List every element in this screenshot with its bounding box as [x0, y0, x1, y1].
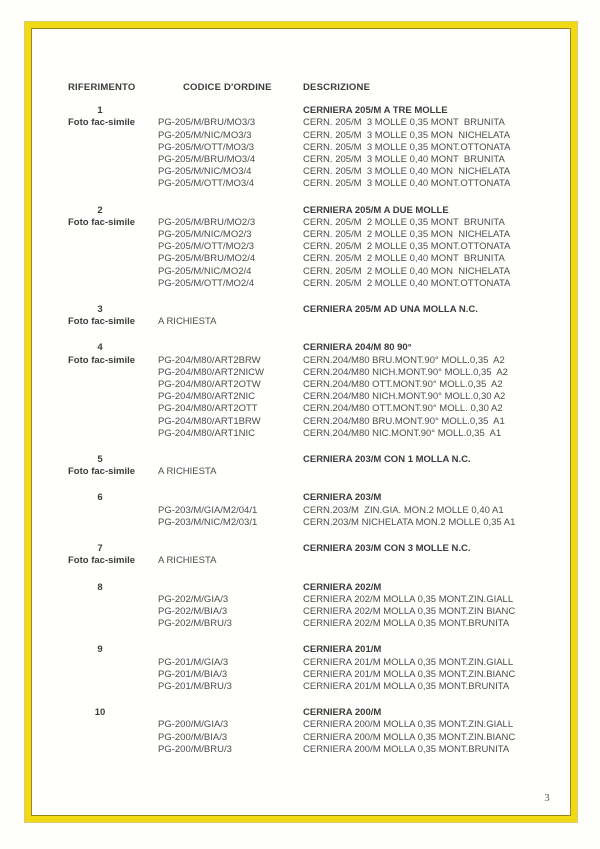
product-row — [68, 719, 553, 731]
product-row — [68, 681, 553, 693]
section-ref-number: 1 — [97, 105, 103, 117]
spacer — [158, 582, 303, 594]
description: CERN. 205/M 3 MOLLE 0,35 MONT.OTTONATA — [303, 141, 511, 153]
section-title-row — [68, 342, 553, 354]
order-code: PG-204/M80/ART2OTW — [158, 379, 261, 391]
product-row — [68, 229, 553, 241]
description — [303, 555, 553, 567]
order-code: PG-205/M/NIC/MO3/4 — [158, 166, 252, 178]
order-code: PG-204/M80/ART2NIC — [158, 391, 255, 403]
section-title-row — [68, 304, 553, 316]
product-row — [68, 428, 553, 440]
spacer — [68, 367, 158, 379]
section-title: CERNIERA 201/M — [303, 644, 382, 656]
description: CERN.204/M80 NIC.MONT.90° MOLL.0,35 A1 — [303, 427, 502, 439]
section-title-row — [68, 582, 553, 594]
spacer — [68, 278, 158, 290]
description: CERN.204/M80 NICH.MONT.90° MOLL.0,30 A2 — [303, 391, 506, 403]
table-header-row — [68, 82, 553, 94]
spacer — [68, 403, 158, 415]
description — [303, 466, 553, 478]
product-row — [68, 391, 553, 403]
description: CERN. 205/M 2 MOLLE 0,35 MONT BRUNITA — [303, 216, 505, 228]
description: CERN.204/M80 OTT.MONT.90° MOLL. 0,30 A2 — [303, 403, 503, 415]
product-row — [68, 253, 553, 265]
product-row — [68, 669, 553, 681]
section-ref-number: 9 — [97, 644, 103, 656]
description: CERN. 205/M 3 MOLLE 0,35 MON NICHELATA — [303, 129, 511, 141]
order-code: PG-202/M/BIA/3 — [158, 605, 228, 617]
product-row — [68, 117, 553, 129]
spacer — [68, 154, 158, 166]
order-code: A RICHIESTA — [158, 466, 217, 478]
spacer — [68, 391, 158, 403]
section-title-row — [68, 454, 553, 466]
foto-fac-simile-label: Foto fac-simile — [68, 117, 136, 129]
catalog-table — [68, 82, 553, 770]
order-code: PG-203/M/GIA/M2/04/1 — [158, 504, 258, 516]
spacer — [68, 428, 158, 440]
section-title: CERNIERA 202/M — [303, 581, 382, 593]
order-code: A RICHIESTA — [158, 316, 217, 328]
order-code: PG-204/M80/ART1NIC — [158, 427, 255, 439]
product-row — [68, 217, 553, 229]
catalog-section — [68, 644, 553, 693]
order-code: PG-205/M/BRU/MO3/3 — [158, 117, 256, 129]
product-row — [68, 379, 553, 391]
description: CERN.203/M NICHELATA MON.2 MOLLE 0,35 A1 — [303, 516, 516, 528]
sections-container — [68, 105, 553, 756]
spacer — [158, 304, 303, 316]
section-title-row — [68, 644, 553, 656]
product-row — [68, 594, 553, 606]
spacer — [158, 205, 303, 217]
description: CERN.204/M80 NICH.MONT.90° MOLL.0,35 A2 — [303, 366, 508, 378]
section-title: CERNIERA 200/M — [303, 707, 382, 719]
spacer — [68, 606, 158, 618]
product-row — [68, 517, 553, 529]
description: CERNIERA 200/M MOLLA 0,35 MONT.ZIN.BIANC — [303, 731, 516, 743]
spacer — [68, 166, 158, 178]
description: CERN. 205/M 3 MOLLE 0,40 MON NICHELATA — [303, 166, 511, 178]
order-code: PG-202/M/GIA/3 — [158, 593, 229, 605]
catalog-section — [68, 105, 553, 190]
catalog-section — [68, 342, 553, 440]
spacer — [68, 178, 158, 190]
spacer — [68, 517, 158, 529]
spacer — [68, 142, 158, 154]
order-code: PG-205/M/OTT/MO3/4 — [158, 178, 255, 190]
order-code: PG-204/M80/ART2NICW — [158, 366, 264, 378]
product-row — [68, 618, 553, 630]
product-row — [68, 732, 553, 744]
product-row — [68, 403, 553, 415]
spacer — [68, 669, 158, 681]
description: CERN. 205/M 2 MOLLE 0,40 MONT BRUNITA — [303, 253, 505, 265]
product-row — [68, 166, 553, 178]
product-row — [68, 744, 553, 756]
spacer — [68, 130, 158, 142]
spacer — [68, 681, 158, 693]
order-code: PG-205/M/OTT/MO3/3 — [158, 141, 255, 153]
section-ref-number: 10 — [94, 707, 106, 719]
section-title-row — [68, 105, 553, 117]
order-code: PG-205/M/OTT/MO2/4 — [158, 277, 255, 289]
product-row — [68, 130, 553, 142]
section-title-row — [68, 707, 553, 719]
spacer — [158, 454, 303, 466]
catalog-section — [68, 707, 553, 756]
spacer — [68, 266, 158, 278]
spacer — [68, 241, 158, 253]
description: CERN.204/M80 OTT.MONT.90° MOLL.0,35 A2 — [303, 379, 503, 391]
product-row — [68, 266, 553, 278]
description: CERN.204/M80 BRU.MONT.90° MOLL.0,35 A1 — [303, 415, 505, 427]
order-code: PG-203/M/NIC/M2/03/1 — [158, 516, 258, 528]
catalog-section — [68, 492, 553, 529]
spacer — [68, 719, 158, 731]
section-title: CERNIERA 203/M CON 3 MOLLE N.C. — [303, 543, 471, 555]
product-row — [68, 367, 553, 379]
product-row — [68, 355, 553, 367]
product-row — [68, 316, 553, 328]
section-ref-number: 3 — [97, 304, 103, 316]
description: CERNIERA 201/M MOLLA 0,35 MONT.BRUNITA — [303, 680, 510, 692]
description: CERNIERA 202/M MOLLA 0,35 MONT.BRUNITA — [303, 618, 510, 630]
spacer — [158, 342, 303, 354]
product-row — [68, 278, 553, 290]
section-ref-number: 4 — [97, 342, 103, 354]
description: CERNIERA 202/M MOLLA 0,35 MONT.ZIN.GIALL — [303, 593, 514, 605]
section-title-row — [68, 492, 553, 504]
catalog-section — [68, 205, 553, 290]
order-code: PG-205/M/NIC/MO2/3 — [158, 229, 252, 241]
section-title: CERNIERA 204/M 80 90° — [303, 342, 412, 354]
description: CERN. 205/M 2 MOLLE 0,35 MONT.OTTONATA — [303, 241, 511, 253]
order-code: PG-202/M/BRU/3 — [158, 618, 232, 630]
section-ref-number: 7 — [97, 543, 103, 555]
spacer — [68, 416, 158, 428]
order-code: PG-201/M/BIA/3 — [158, 668, 228, 680]
product-row — [68, 606, 553, 618]
catalog-section — [68, 543, 553, 567]
order-code: PG-201/M/BRU/3 — [158, 680, 232, 692]
catalog-section — [68, 454, 553, 478]
foto-fac-simile-label: Foto fac-simile — [68, 354, 136, 366]
foto-fac-simile-label: Foto fac-simile — [68, 555, 136, 567]
order-code: PG-200/M/BIA/3 — [158, 731, 228, 743]
spacer — [158, 707, 303, 719]
order-code: PG-204/M80/ART2BRW — [158, 354, 261, 366]
description: CERNIERA 200/M MOLLA 0,35 MONT.ZIN.GIALL — [303, 719, 514, 731]
product-row — [68, 241, 553, 253]
spacer — [68, 657, 158, 669]
product-row — [68, 466, 553, 478]
order-code: PG-205/M/NIC/MO2/4 — [158, 265, 252, 277]
spacer — [68, 594, 158, 606]
foto-fac-simile-label: Foto fac-simile — [68, 466, 136, 478]
column-header-descrizione: DESCRIZIONE — [303, 82, 371, 93]
section-ref-number: 6 — [97, 492, 103, 504]
spacer — [158, 543, 303, 555]
spacer — [158, 492, 303, 504]
spacer — [68, 253, 158, 265]
spacer — [68, 505, 158, 517]
product-row — [68, 142, 553, 154]
column-header-riferimento: RIFERIMENTO — [68, 82, 136, 93]
section-ref-number: 5 — [97, 454, 103, 466]
catalog-section — [68, 582, 553, 631]
spacer — [68, 732, 158, 744]
section-title: CERNIERA 205/M A TRE MOLLE — [303, 105, 448, 117]
description: CERN. 205/M 2 MOLLE 0,40 MONT.OTTONATA — [303, 277, 511, 289]
page-number: 3 — [544, 793, 550, 804]
section-title-row — [68, 543, 553, 555]
spacer — [158, 105, 303, 117]
order-code: PG-205/M/OTT/MO2/3 — [158, 241, 255, 253]
product-row — [68, 555, 553, 567]
description: CERN. 205/M 3 MOLLE 0,40 MONT BRUNITA — [303, 154, 505, 166]
catalog-section — [68, 304, 553, 328]
description: CERN. 205/M 2 MOLLE 0,35 MON NICHELATA — [303, 229, 511, 241]
order-code: PG-204/M80/ART1BRW — [158, 415, 261, 427]
product-row — [68, 505, 553, 517]
description: CERN. 205/M 3 MOLLE 0,35 MONT BRUNITA — [303, 117, 505, 129]
product-row — [68, 416, 553, 428]
description: CERN. 205/M 3 MOLLE 0,40 MONT.OTTONATA — [303, 178, 511, 190]
description: CERN.203/M ZIN.GIA. MON.2 MOLLE 0,40 A1 — [303, 504, 504, 516]
section-title-row — [68, 205, 553, 217]
section-title: CERNIERA 205/M AD UNA MOLLA N.C. — [303, 304, 478, 316]
spacer — [68, 618, 158, 630]
description — [303, 316, 553, 328]
order-code: PG-204/M80/ART2OTT — [158, 403, 258, 415]
foto-fac-simile-label: Foto fac-simile — [68, 316, 136, 328]
order-code: A RICHIESTA — [158, 555, 217, 567]
product-row — [68, 178, 553, 190]
description: CERNIERA 202/M MOLLA 0,35 MONT.ZIN BIANC — [303, 605, 516, 617]
spacer — [68, 744, 158, 756]
order-code: PG-205/M/BRU/MO2/4 — [158, 253, 256, 265]
spacer — [68, 229, 158, 241]
column-header-codice: CODICE D'ORDINE — [183, 82, 272, 93]
order-code: PG-205/M/BRU/MO2/3 — [158, 216, 256, 228]
description: CERNIERA 201/M MOLLA 0,35 MONT.ZIN.BIANC — [303, 668, 516, 680]
section-title: CERNIERA 203/M — [303, 492, 382, 504]
spacer — [158, 644, 303, 656]
foto-fac-simile-label: Foto fac-simile — [68, 216, 136, 228]
order-code: PG-200/M/BRU/3 — [158, 743, 232, 755]
description: CERN. 205/M 2 MOLLE 0,40 MON NICHELATA — [303, 265, 511, 277]
spacer — [68, 379, 158, 391]
description: CERNIERA 201/M MOLLA 0,35 MONT.ZIN.GIALL — [303, 656, 514, 668]
order-code: PG-201/M/GIA/3 — [158, 656, 229, 668]
description: CERNIERA 200/M MOLLA 0,35 MONT.BRUNITA — [303, 743, 510, 755]
section-title: CERNIERA 205/M A DUE MOLLE — [303, 204, 449, 216]
order-code: PG-205/M/NIC/MO3/3 — [158, 129, 252, 141]
section-ref-number: 8 — [97, 581, 103, 593]
order-code: PG-205/M/BRU/MO3/4 — [158, 154, 256, 166]
product-row — [68, 657, 553, 669]
section-title: CERNIERA 203/M CON 1 MOLLA N.C. — [303, 454, 471, 466]
order-code: PG-200/M/GIA/3 — [158, 719, 229, 731]
description: CERN.204/M80 BRU.MONT.90° MOLL.0,35 A2 — [303, 354, 505, 366]
product-row — [68, 154, 553, 166]
section-ref-number: 2 — [97, 204, 103, 216]
